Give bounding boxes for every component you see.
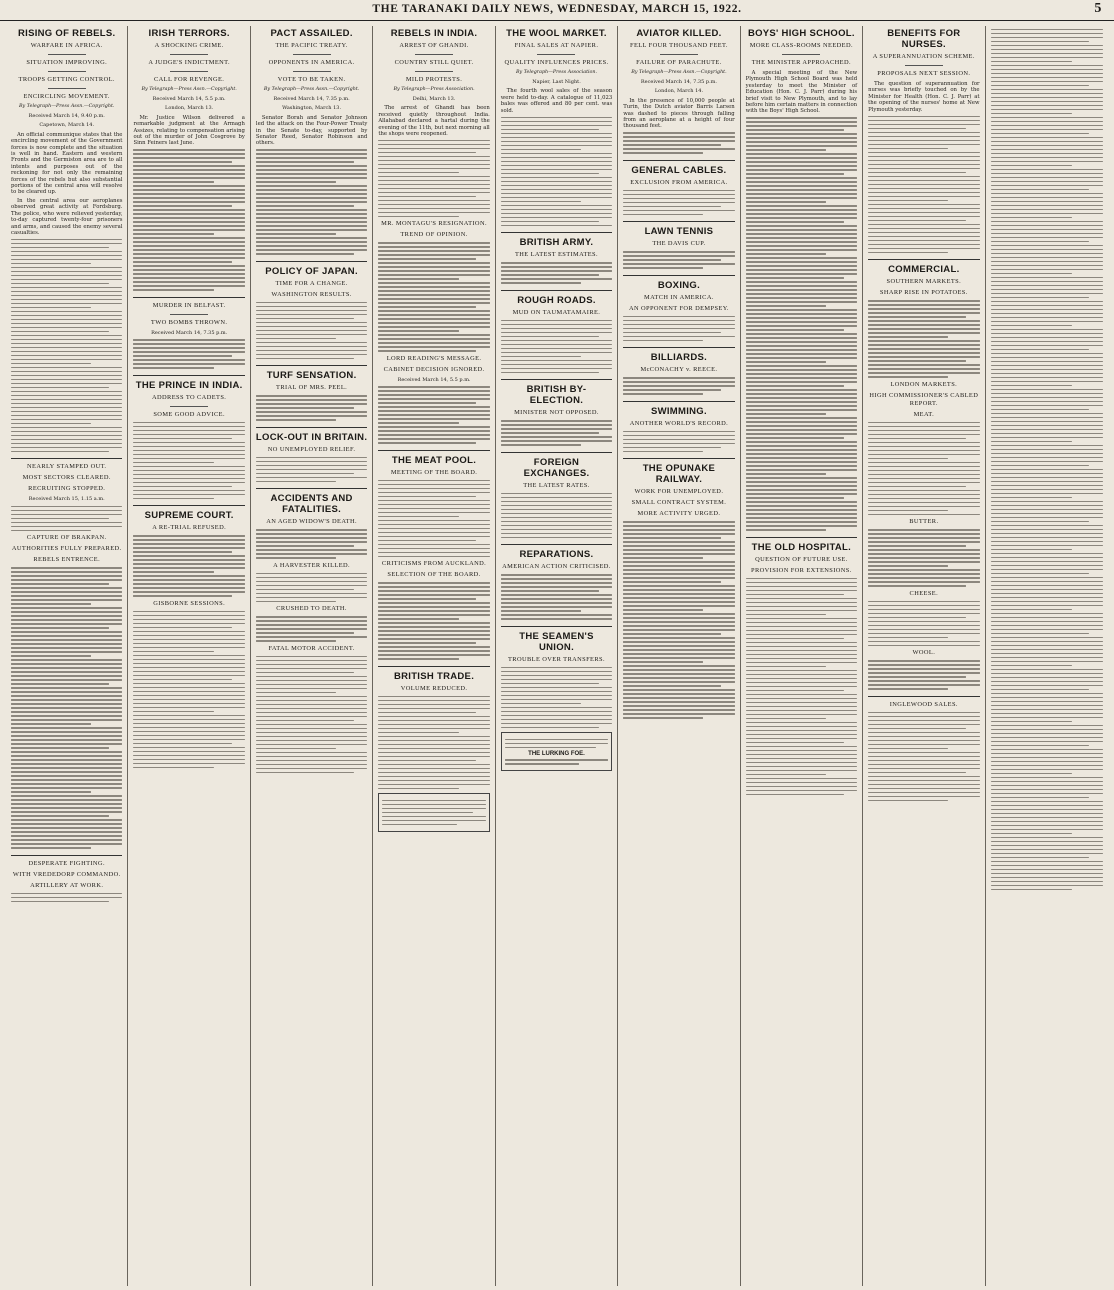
headline: BRITISH TRADE.: [393, 670, 475, 682]
headline: POLICY OF JAPAN.: [265, 265, 358, 277]
subheading: SELECTION OF THE BOARD.: [387, 571, 481, 579]
column-3: [251, 26, 373, 1286]
subheading: MUD ON TAUMATAMAIRE.: [512, 308, 601, 316]
text-block: [11, 567, 122, 849]
subheading: AUTHORITIES FULLY PREPARED.: [11, 545, 122, 553]
text-block: [256, 573, 367, 603]
paragraph: Senator Borah and Senator Johnson led the attack on the Four-Power Treaty in the Senate to-day, supported by Senator Reed, Senator Robinson and others.: [255, 114, 368, 147]
text-block: [133, 422, 244, 500]
subheading: THE PACIFIC TREATY.: [275, 42, 348, 49]
dateline: London, March 14.: [654, 88, 704, 95]
headline: TURF SENSATION.: [266, 370, 357, 382]
subheading: MEAT.: [913, 410, 935, 418]
article-body: [133, 115, 244, 291]
text-block: [868, 712, 979, 802]
text-block: [623, 377, 734, 395]
headline: THE MEAT POOL.: [391, 454, 477, 466]
text-block: [623, 251, 734, 269]
received-line: Received March 14, 5.5 p.m.: [152, 96, 226, 102]
article-body: [378, 105, 489, 217]
received-line: Received March 14, 7.35 p.m.: [273, 96, 350, 102]
headline: REBELS IN INDIA.: [390, 28, 478, 39]
headline: COMMERCIAL.: [888, 264, 960, 276]
ad-heading: THE LURKING FOE.: [528, 750, 585, 757]
subheading: THE DAVIS CUP.: [652, 240, 706, 248]
subheading: AN OPPONENT FOR DEMPSEY.: [628, 304, 729, 312]
headline: BILLIARDS.: [650, 352, 708, 364]
subheading: OPPONENTS IN AMERICA.: [268, 59, 355, 66]
subheading: MOST SECTORS CLEARED.: [22, 474, 111, 482]
column-6: [618, 26, 740, 1286]
subheading: CALL FOR REVENGE.: [154, 76, 225, 83]
column-9: [986, 26, 1108, 1286]
exchange-table: [501, 493, 612, 539]
text-block: [11, 239, 122, 453]
subheading: QUESTION OF FUTURE USE.: [755, 555, 848, 563]
byline: By Telegraph—Press Assn.—Copyright.: [631, 70, 727, 75]
dateline: London, March 13.: [165, 105, 214, 112]
headline: THE SEAMEN'S UNION.: [519, 630, 594, 653]
paragraph: The arrest of Ghandi has been received quietly throughout India. Allahabad declared a hartal during the evening of the 11th, but next morning all the shops were reopened.: [378, 105, 490, 138]
text-block: [256, 616, 367, 642]
subheading: TREND OF OPINION.: [400, 231, 468, 239]
subheading: WOOL.: [912, 649, 936, 657]
subheading: FELL FOUR THOUSAND FEET.: [629, 42, 728, 49]
column-2: [128, 26, 250, 1286]
subheading: MORE CLASS-ROOMS NEEDED.: [749, 42, 853, 49]
text-block: [133, 149, 244, 291]
text-block: [378, 386, 489, 444]
text-block: [11, 893, 122, 903]
text-block: [501, 420, 612, 446]
advertisement: [378, 793, 489, 832]
text-block: [868, 529, 979, 587]
subheading: SHARP RISE IN POTATOES.: [879, 289, 968, 297]
text-block: [256, 395, 367, 421]
text-block: [623, 190, 734, 216]
headline: LOCK-OUT IN BRITAIN.: [255, 431, 368, 443]
subheading: MILD PROTESTS.: [405, 76, 463, 83]
text-block: [378, 242, 489, 352]
article-body: [623, 98, 734, 154]
text-block: [378, 696, 489, 790]
text-block: [256, 529, 367, 559]
subheading: ANOTHER WORLD'S RECORD.: [629, 419, 729, 427]
headline: SWIMMING.: [650, 405, 707, 417]
article-body: [501, 88, 612, 226]
headline: IRISH TERRORS.: [148, 28, 230, 39]
paragraph: The question of superannuation for nurses was briefly touched on by the Minister for Health (Hon. C. J. Parr) at the opening of the nurses' home at New Plymouth yesterday.: [868, 81, 980, 113]
subheading: TRIAL OF MRS. PEEL.: [276, 384, 348, 392]
dateline: Washington, March 13.: [282, 105, 342, 112]
masthead-title: THE TARANAKI DAILY NEWS, WEDNESDAY, MARCH 15, 1922.: [372, 3, 742, 15]
subheading: PROVISION FOR EXTENSIONS.: [751, 566, 852, 574]
dateline: Capetown, March 14.: [39, 122, 95, 129]
text-block: [256, 149, 367, 255]
subheading: RECRUITING STOPPED.: [28, 485, 106, 493]
headline: PACT ASSAILED.: [270, 28, 353, 39]
subheading: ARREST OF GHANDI.: [399, 42, 469, 49]
text-block: [378, 140, 489, 218]
dateline: Delhi, March 13.: [412, 96, 456, 102]
subheading: CABINET DECISION IGNORED.: [383, 365, 485, 373]
subheading: MEETING OF THE BOARD.: [390, 468, 478, 476]
subheading: SOME GOOD ADVICE.: [153, 410, 225, 418]
byline: By Telegraph—Press Assn.—Copyright.: [263, 87, 360, 92]
subheading: SITUATION IMPROVING.: [26, 59, 108, 66]
subheading: THE MINISTER APPROACHED.: [751, 59, 852, 66]
text-block: [623, 521, 734, 719]
paragraph: A special meeting of the New Plymouth High School Board was held yesterday to meet the Minister of Education (Hon. C. J. Parr) during his brief visit to New Plymouth, and to lay before him certain matters in connection with the Boys' High School.: [745, 70, 858, 115]
subheading: BUTTER.: [909, 518, 939, 526]
paragraph: In the presence of 10,000 people at Turin, the Dutch aviator Barris Larsen was dashed to pieces through falling from an aeroplane at a height of four thousand feet.: [623, 97, 735, 130]
subheading: TROUBLE OVER TRANSFERS.: [508, 655, 605, 663]
subheading: INGLEWOOD SALES.: [889, 700, 958, 708]
text-block: [501, 117, 612, 227]
text-block: [501, 667, 612, 729]
text-block: [11, 506, 122, 532]
text-block: [256, 302, 367, 360]
headline: FOREIGN EXCHANGES.: [523, 456, 590, 479]
masthead: [0, 0, 1114, 21]
text-block: [623, 316, 734, 342]
subheading: McCONACHY v. REECE.: [640, 366, 718, 374]
article-body: [746, 70, 857, 531]
text-block: [501, 262, 612, 284]
headline: BRITISH ARMY.: [519, 237, 594, 249]
text-block: [623, 132, 734, 154]
text-block: [746, 117, 857, 531]
text-block: [256, 656, 367, 774]
advertisement: [501, 732, 612, 771]
subheading: REBELS ENTRENCE.: [33, 556, 101, 564]
subheading: THE LATEST ESTIMATES.: [514, 251, 598, 259]
subheading: MURDER IN BELFAST.: [152, 301, 226, 309]
received-line: Received March 15, 1.15 a.m.: [28, 496, 105, 503]
received-line: Received March 14, 9.40 p.m.: [28, 113, 105, 119]
subheading: GISBORNE SESSIONS.: [153, 599, 226, 607]
column-1: [6, 26, 128, 1286]
headline: BOYS' HIGH SCHOOL.: [747, 28, 855, 39]
text-block: [868, 116, 979, 254]
subheading: MR. MONTAGU'S RESIGNATION.: [381, 220, 487, 228]
headline: THE PRINCE IN INDIA.: [135, 379, 243, 391]
subheading: ENCIRCLING MOVEMENT.: [23, 93, 110, 100]
headline: THE WOOL MARKET.: [506, 28, 607, 39]
dateline: Napier, Last Night.: [532, 79, 581, 85]
subheading: A SUPERANNUATION SCHEME.: [872, 53, 975, 60]
subheading: HIGH COMMISSIONER'S CABLED REPORT.: [869, 391, 979, 407]
headline: ROUGH ROADS.: [517, 294, 596, 306]
received-line: Received March 14, 7.35 p.m.: [151, 329, 228, 336]
subheading: CHEESE.: [909, 589, 939, 597]
text-block: [133, 611, 244, 769]
text-block: [378, 582, 489, 660]
subheading: FAILURE OF PARACHUTE.: [636, 59, 722, 66]
byline: By Telegraph—Press Association.: [515, 70, 598, 75]
subheading: THE LATEST RATES.: [523, 481, 590, 489]
subheading: NO UNEMPLOYED RELIEF.: [267, 445, 356, 453]
subheading: CAPTURE OF BRAKPAN.: [26, 534, 107, 542]
text-block: [501, 320, 612, 374]
subheading: LORD READING'S MESSAGE.: [386, 354, 482, 362]
subheading: CRUSHED TO DEATH.: [276, 605, 347, 613]
column-7: [741, 26, 863, 1286]
received-line: Received March 14, 7.35 p.m.: [640, 79, 717, 85]
subheading: TROOPS GETTING CONTROL.: [18, 76, 115, 83]
headline: BOXING.: [657, 279, 701, 291]
subheading: VOTE TO BE TAKEN.: [277, 76, 346, 83]
subheading: FATAL MOTOR ACCIDENT.: [268, 644, 355, 652]
subheading: MINISTER NOT OPPOSED.: [514, 409, 599, 417]
headline: RISING OF REBELS.: [17, 28, 116, 39]
headline: BRITISH BY-ELECTION.: [526, 384, 587, 407]
byline: By Telegraph—Press Association.: [393, 87, 475, 92]
text-block: [133, 535, 244, 597]
headline: GENERAL CABLES.: [631, 164, 727, 176]
subheading: DESPERATE FIGHTING.: [28, 859, 105, 867]
subheading: MORE ACTIVITY URGED.: [637, 510, 721, 518]
subheading: TIME FOR A CHANGE.: [275, 279, 348, 287]
subheading: WITH VREDEDORP COMMANDO.: [12, 870, 121, 878]
text-block: [256, 457, 367, 483]
text-block: [623, 431, 734, 453]
subheading: A HARVESTER KILLED.: [273, 561, 351, 569]
subheading: PROPOSALS NEXT SESSION.: [877, 70, 971, 77]
subheading: QUALITY INFLUENCES PRICES.: [504, 59, 609, 66]
subheading: A JUDGE'S INDICTMENT.: [148, 59, 230, 66]
received-line: Received March 14, 5.5 p.m.: [397, 376, 471, 383]
paragraph: Mr. Justice Wilson delivered a remarkable judgment at the Armagh Assizes, relating to compensation arising out of the murder of John Cosgrove by Sinn Feiners last June.: [133, 114, 245, 147]
text-block: [868, 660, 979, 690]
subheading: WASHINGTON RESULTS.: [271, 290, 352, 298]
headline: BENEFITS FOR NURSES.: [887, 28, 961, 50]
subheading: EXCLUSION FROM AMERICA.: [630, 178, 728, 186]
column-8: [863, 26, 985, 1286]
paragraph: In the central area our aeroplanes observed great activity at Fordsburg. The police, who were relieved yesterday, to-day captured twenty-four prisoners and arms, and caused the enemy several casualties.: [11, 197, 123, 236]
column-4: [373, 26, 495, 1286]
article-body: [256, 115, 367, 255]
subheading: ADDRESS TO CADETS.: [152, 393, 227, 401]
byline: By Telegraph—Press Assn.—Copyright.: [141, 87, 237, 92]
subheading: A RE-TRIAL REFUSED.: [152, 524, 227, 532]
subheading: AN AGED WIDOW'S DEATH.: [266, 518, 357, 526]
headline: THE OLD HOSPITAL.: [751, 541, 852, 553]
subheading: SOUTHERN MARKETS.: [886, 278, 962, 286]
text-block: [501, 574, 612, 620]
subheading: WORK FOR UNEMPLOYED.: [634, 488, 724, 496]
headline: THE OPUNAKE RAILWAY.: [642, 463, 716, 486]
article-body: [868, 81, 979, 253]
subheading: FINAL SALES AT NAPIER.: [514, 42, 599, 49]
subheading: COUNTRY STILL QUIET.: [394, 59, 474, 66]
subheading: NEARLY STAMPED OUT.: [27, 463, 107, 471]
headline: SUPREME COURT.: [144, 510, 234, 522]
text-block: [746, 578, 857, 796]
headline: AVIATOR KILLED.: [636, 28, 722, 39]
text-block: [991, 29, 1103, 891]
text-block: [378, 480, 489, 558]
subheading: SMALL CONTRACT SYSTEM.: [631, 499, 727, 507]
column-5: [496, 26, 618, 1286]
subheading: CRITICISMS FROM AUCKLAND.: [381, 560, 487, 568]
headline: LAWN TENNIS: [644, 226, 714, 238]
subheading: A SHOCKING CRIME.: [154, 42, 224, 49]
page-number: 5: [1094, 1, 1102, 16]
subheading: MATCH IN AMERICA.: [644, 293, 714, 301]
text-block: [868, 422, 979, 516]
subheading: VOLUME REDUCED.: [400, 684, 468, 692]
headline: REPARATIONS.: [519, 549, 594, 561]
article-body: [11, 132, 122, 453]
columns: [6, 26, 1108, 1286]
subheading: ARTILLERY AT WORK.: [30, 881, 104, 889]
subheading: AMERICAN ACTION CRITICISED.: [502, 563, 611, 571]
subheading: WARFARE IN AFRICA.: [30, 42, 103, 49]
headline: ACCIDENTS AND FATALITIES.: [270, 493, 353, 516]
byline: By Telegraph—Press Assn.—Copyright.: [19, 104, 115, 109]
subheading: LONDON MARKETS.: [890, 380, 958, 388]
paragraph: The fourth wool sales of the season were held to-day. A catalogue of 11,023 bales was offered and 80 per cent. was sold.: [500, 88, 613, 114]
subheading: TWO BOMBS THROWN.: [150, 318, 228, 326]
text-block: [868, 300, 979, 378]
paragraph: An official communique states that the encircling movement of the Government forces is now complete and the situation is well in hand. Eastern and western Fronts and the Germiston area are to all intents and purposes out of the reckoning for not only the remaining forces of the rebels but also substantial portions of the central area will resolve to be cleared up.: [11, 131, 123, 196]
text-block: [133, 339, 244, 369]
text-block: [868, 601, 979, 647]
